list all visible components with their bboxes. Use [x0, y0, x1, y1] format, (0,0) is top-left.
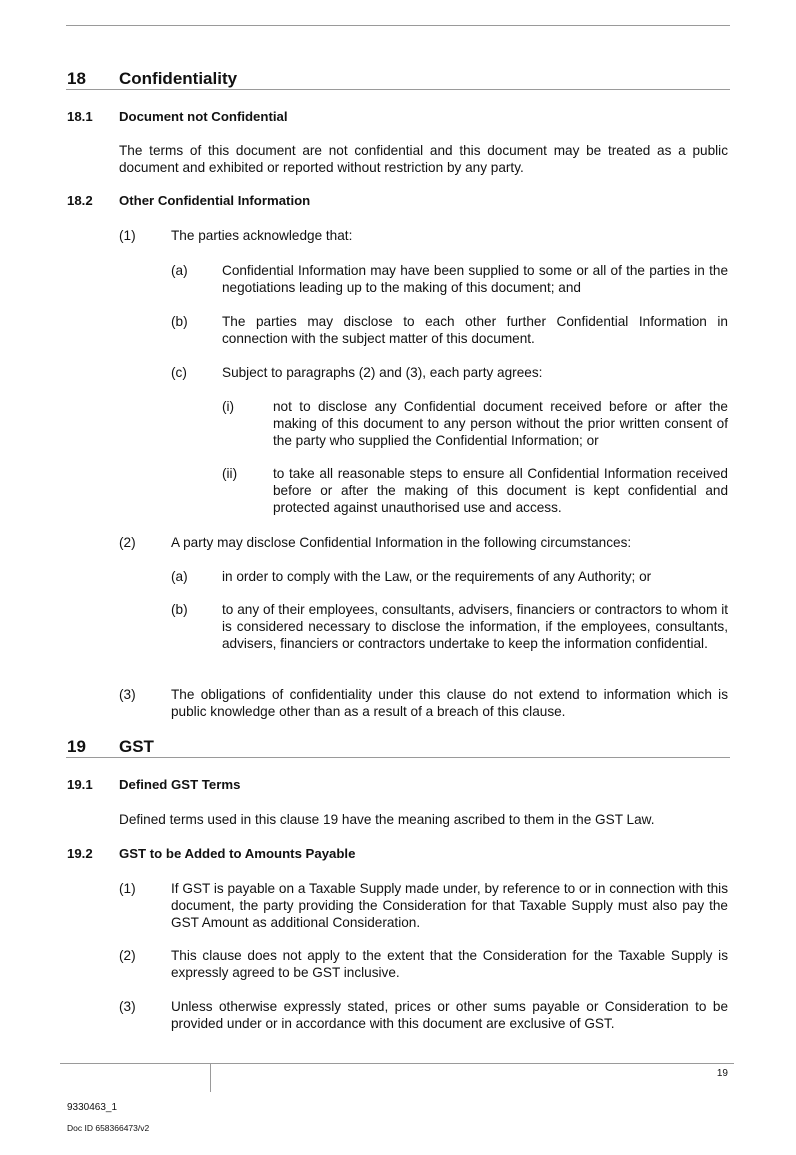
para-18-2-1-b-text: The parties may disclose to each other further Confidential Information in connection with the subject matter of this document.	[222, 314, 728, 346]
footer-divider	[210, 1064, 211, 1092]
section-19-number: 19	[67, 737, 86, 756]
para-18-2-1-c-ii-label: (ii)	[222, 466, 238, 481]
para-19-2-3-label: (3)	[119, 999, 136, 1014]
para-18-2-1-c-text: Subject to paragraphs (2) and (3), each party agrees:	[222, 365, 543, 380]
para-18-2-1-label: (1)	[119, 228, 136, 243]
para-18-2-1-c-label: (c)	[171, 365, 187, 380]
clause-18-2-title: Other Confidential Information	[119, 193, 311, 208]
clause-18-1-text: The terms of this document are not confidential and this document may be treated as a public document and exhibited or reported without restriction by any party.	[119, 143, 728, 175]
para-18-2-1-c-i-label: (i)	[222, 399, 235, 414]
para-18-2-3-label: (3)	[119, 687, 136, 702]
page-number: 19	[716, 1068, 728, 1079]
para-18-2-2-a-text: in order to comply with the Law, or the requirements of any Authority; or	[222, 569, 652, 584]
para-18-2-1-text: The parties acknowledge that:	[171, 228, 353, 243]
para-18-2-2-b-label: (b)	[171, 602, 188, 617]
footer-rule	[60, 1063, 734, 1064]
document-id: Doc ID 658366473/v2	[67, 1123, 150, 1133]
para-18-2-1-a-label: (a)	[171, 263, 188, 278]
para-18-2-2-text: A party may disclose Confidential Information in the following circumstances:	[171, 535, 632, 550]
section-19-rule	[66, 757, 730, 758]
para-19-2-2-text: This clause does not apply to the extent that the Consideration for the Taxable Supply is expressly agreed to be GST inclusive.	[171, 948, 728, 980]
document-reference: 9330463_1	[67, 1102, 118, 1113]
clause-18-1-number: 18.1	[67, 109, 93, 124]
header-rule	[66, 25, 730, 26]
para-18-2-1-a-text: Confidential Information may have been supplied to some or all of the parties in the negotiations leading up to the making of this document; and	[222, 263, 728, 295]
clause-19-2-number: 19.2	[67, 846, 93, 861]
para-19-2-2-label: (2)	[119, 948, 136, 963]
clause-18-2-number: 18.2	[67, 193, 93, 208]
para-19-2-1-text: If GST is payable on a Taxable Supply made under, by reference to or in connection with this document, the party providing the Consideration for that Taxable Supply must also pay the GST Amount as additional Consideration.	[171, 881, 728, 930]
clause-19-1-title: Defined GST Terms	[119, 777, 241, 792]
clause-19-1-text: Defined terms used in this clause 19 have the meaning ascribed to them in the GST Law.	[119, 812, 655, 827]
section-19-title: GST	[119, 737, 154, 756]
clause-18-1-title: Document not Confidential	[119, 109, 288, 124]
section-18-rule	[66, 89, 730, 90]
section-18-number: 18	[67, 69, 86, 88]
para-18-2-2-b-text: to any of their employees, consultants, advisers, financiers or contractors to whom it is considered necessary to disclose the information, if the employees, consultants, advisers, financiers or contractors undertake to keep the information confidential.	[222, 602, 728, 651]
para-18-2-1-b-label: (b)	[171, 314, 188, 329]
clause-19-2-title: GST to be Added to Amounts Payable	[119, 846, 356, 861]
para-18-2-2-a-label: (a)	[171, 569, 188, 584]
clause-19-1-number: 19.1	[67, 777, 93, 792]
para-18-2-3-text: The obligations of confidentiality under this clause do not extend to information which is public knowledge other than as a result of a breach of this clause.	[171, 687, 728, 719]
para-19-2-1-label: (1)	[119, 881, 136, 896]
para-18-2-2-label: (2)	[119, 535, 136, 550]
para-19-2-3-text: Unless otherwise expressly stated, prices or other sums payable or Consideration to be provided under or in accordance with this document are exclusive of GST.	[171, 999, 728, 1031]
para-18-2-1-c-i-text: not to disclose any Confidential document received before or after the making of this document to any person without the prior written consent of the party who supplied the Confidential Information; or	[273, 399, 728, 448]
para-18-2-1-c-ii-text: to take all reasonable steps to ensure all Confidential Information received before or after the making of this document is kept confidential and protected against unauthorised use and access.	[273, 466, 728, 515]
section-18-title: Confidentiality	[119, 69, 238, 88]
